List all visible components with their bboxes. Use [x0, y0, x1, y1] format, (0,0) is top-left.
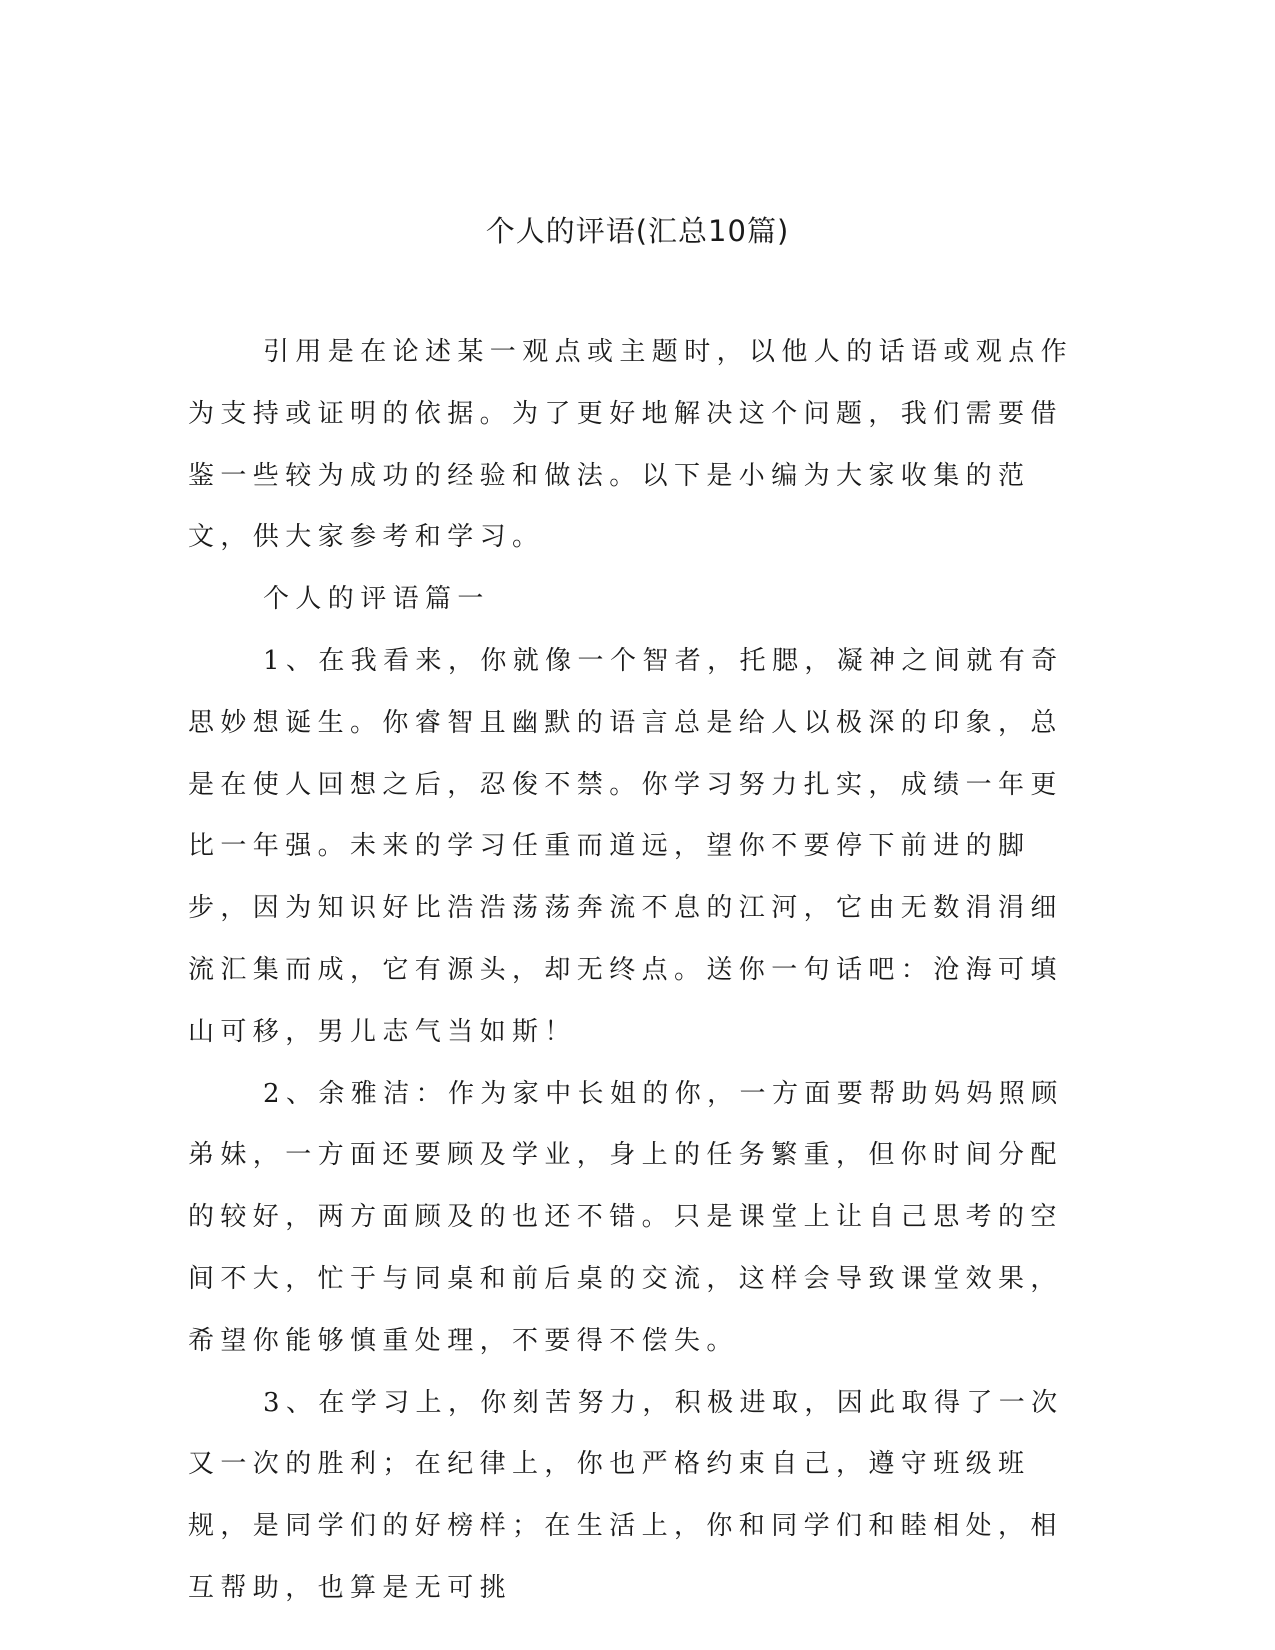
document-title: 个人的评语(汇总10篇) [485, 214, 790, 248]
list-item: 1、在我看来，你就像一个智者，托腮，凝神之间就有奇思妙想诞生。你睿智且幽默的语言总是给人以极深的印象，总是在使人回想之后，忍俊不禁。你学习努力扎实，成绩一年更比一年强。未来的学习任重而道远，望你不要停下前进的脚步，因为知识好比浩浩荡荡奔流不息的江河，它由无数涓涓细流汇集而成，它有源头，却无终点。送你一句话吧：沧海可填山可移，男儿志气当如斯！ [188, 645, 1064, 1047]
list-item: 3、在学习上，你刻苦努力，积极进取，因此取得了一次又一次的胜利；在纪律上，你也严格约束自己，遵守班级班规，是同学们的好榜样；在生活上，你和同学们和睦相处，相互帮助，也算是无可挑 [188, 1387, 1064, 1603]
section-heading: 个人的评语篇一 [263, 584, 490, 615]
intro-paragraph: 引用是在论述某一观点或主题时，以他人的话语或观点作为支持或证明的依据。为了更好地解决这个问题，我们需要借鉴一些较为成功的经验和做法。以下是小编为大家收集的范文，供大家参考和学习。 [188, 337, 1074, 553]
list-item: 2、余雅洁：作为家中长姐的你，一方面要帮助妈妈照顾弟妹，一方面还要顾及学业，身上的任务繁重，但你时间分配的较好，两方面顾及的也还不错。只是课堂上让自己思考的空间不大，忙于与同桌和前后桌的交流，这样会导致课堂效果，希望你能够慎重处理，不要得不偿失。 [188, 1078, 1064, 1356]
document-body [188, 322, 1078, 1620]
